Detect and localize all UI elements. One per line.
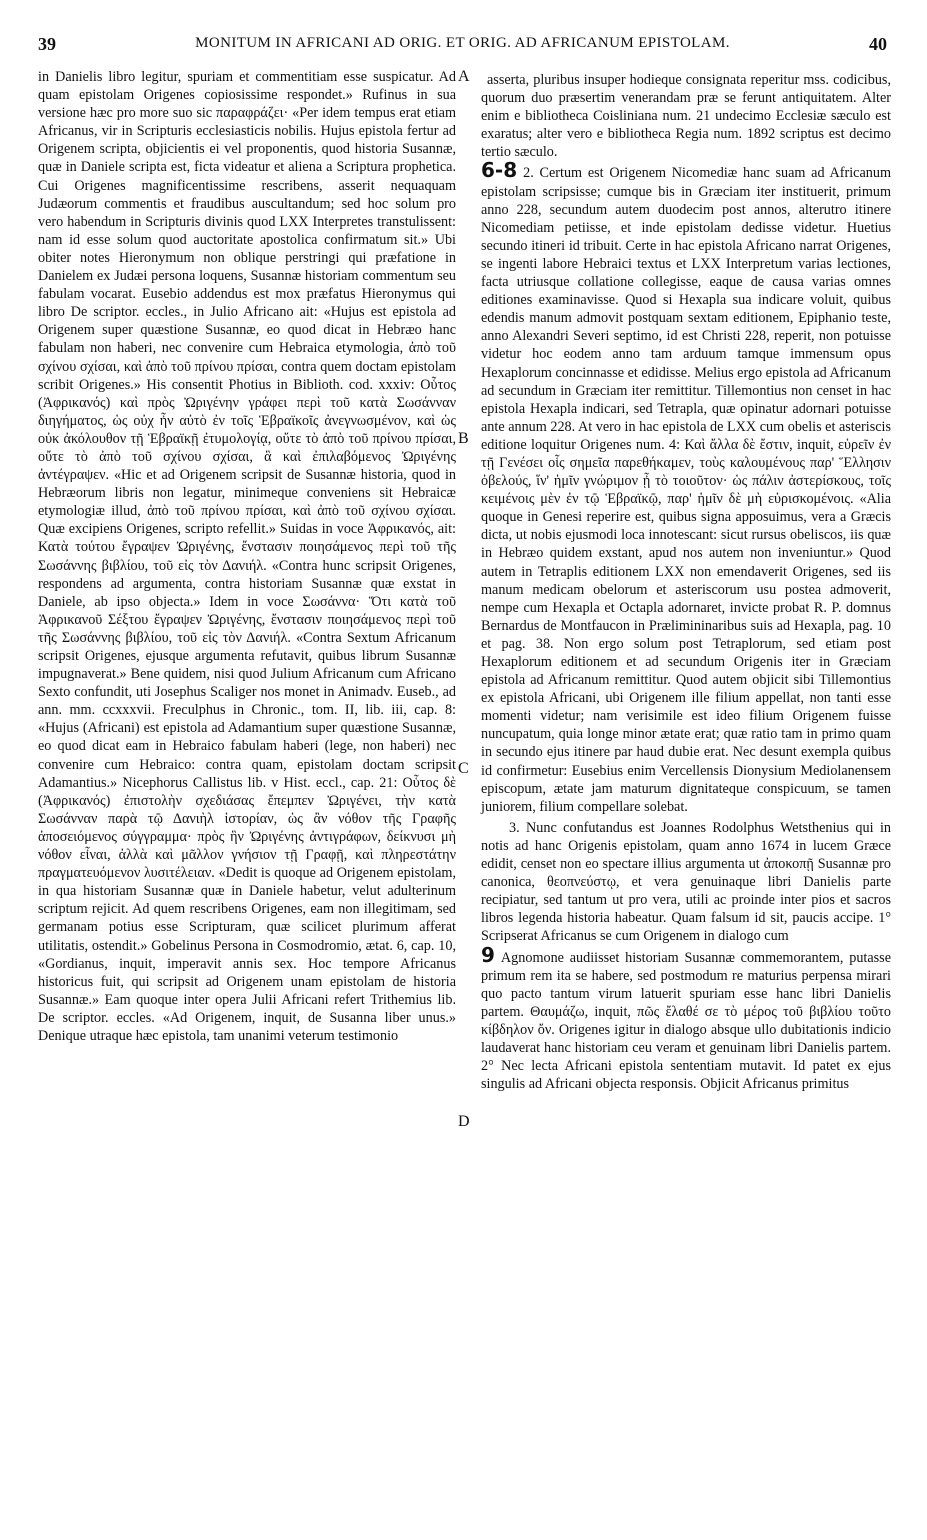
page-number-right: 40 bbox=[869, 34, 887, 54]
right-paragraph bbox=[481, 942, 891, 1094]
paragraph-text: Agnomone audiisset historiam Susannæ commemorantem, putasse primum rem ita se habere, sed postmodum re maturius perpensa mirari quo pacto tantum virum latuerit spuriam esse hanc libri Danielis partem. Θαυμάζω, inquit, πῶς ἔλαθέ σε τὸ μέρος τοῦ βιβλίου τοῦτο κίβδηλον ὄν. Origenes igitur in dialogo absque ullo dubitationis indicio laudaverat hanc historiam ceu veram et genuinam libri Danielis partem. 2° Nec lecta Africani epistola sententiam mutavit. Id patet ex ejus singulis ad Africani objecta responsis. Objicit Africanus primitus bbox=[481, 949, 891, 1093]
page-number-left: 39 bbox=[38, 34, 56, 54]
right-column bbox=[481, 68, 891, 1093]
paragraph-text: asserta, pluribus insuper hodieque consignata reperitur mss. codicibus, quorum duo præsertim venerandam præ se ferunt antiquitatem. Alter enim e bibliotheca Coisliniana num. 21 undecimo Ecclesiæ sæculo est exaratus; alter vero e bibliotheca Regia num. 1892 scriptus est decimo tertio sæculo. bbox=[481, 72, 891, 161]
right-paragraph bbox=[481, 158, 891, 815]
section-margin-number: 9 bbox=[481, 942, 495, 967]
column-marker-c: C bbox=[458, 760, 469, 777]
paragraph-text: 2. Certum est Origenem Nicomediæ hanc suam ad Africanum epistolam scripsisse; cumque bis in Græciam iter instituerit, primum anno 228, secundum autem duodecim post annos, alterutro itinere Nicomediam petiisse, et inde epistolam dedisse videtur. Huetius secundo itineri id tribuit. Certe in hac epistola Africano narrat Origenes, se ingenti labore Hebraici textus et LXX Interpretum varias lectiones, facta utriusque collatione collegisse, eaque de causa varias omnes editiones examinavisse. Quod si Hexapla sua indicare voluit, quibus edendis manum admovit postquam sextam editionem, Epiphanio teste, anno Alexandri Severi septimo, id est Christi 228, reperit, non potuisse videtur hoc eodem anno tam arduum tamque immensum opus Hexaplorum concinnasse et edidisse. Melius ergo epistola ad Africanum ad secundum in Græciam iter remittitur. Tillemontius non censet in hac epistola Hexapla indicari, sed Tetrapla, quæ opinatur adornari potuisse ante annum 228. At vero in hac epistola de LXX cum obelis et asteriscis editione loquitur Origenes num. 4: Καὶ ἄλλα δὲ ἔστιν, inquit, εὑρεῖν ἐν τῇ Γενέσει οἷς σημεῖα παρεθήκαμεν, τοὺς καλουμένους παρ' Ἕλλησιν ὀβελούς, ἵν' ἡμῖν γνώριμον ᾖ τὸ τοιοῦτον· ὡς πάλιν ἀστερίσκους, τοῖς κειμένοις μὲν ἐν τῷ Ἑβραϊκῷ, παρ' ἡμῖν δὲ μὴ εὑρισκομένοις. «Alia quoque in Genesi reperire est, quibus signa apposuimus, vera a Græcis dicta, ut nobis ejusmodi loca innotescant: sicut rursus obeliscos, iis quæ in Hebræo quidem exstant, apud nos autem non inveniuntur.» Quod autem in Tetraplis editionem LXX non emendaverit Origenes, sed iis manum medicam obelorum et asteriscorum usu postea admoverit, nempe cum Hexapla et Octapla adornaret, invicte probat R. P. domnus Bernardus de Montfaucon in Prælimininaribus suis ad Hexapla, pag. 10 et pag. 38. Non ergo solum post Tetraplorum, sed etiam post Hexaplorum editionem et ad secundum Origenis iter in Græciam epistola ad Africanum remittitur. Quod autem objicit sibi Tillemontius ex epistola Africani, ubi Origenem ille filium appellat, non tanti esse momenti videtur; nam verisimile est ideo filium Origenem fuisse nuncupatum, quia longe minor ætate erat; quæ ratio tam in primo quam in secundo ejus itinere par haud dubie erat. Nec desunt exempla quibus id confirmetur: Eusebius enim Vercellensis Dionysium Mediolanensem episcopum, ætate jam maturum dignitateque conspicuum, se tamen juniorem, filium compellare solebat. bbox=[481, 165, 891, 815]
running-header bbox=[38, 34, 887, 56]
column-marker-d: D bbox=[458, 1113, 470, 1130]
paragraph-text: 3. Nunc confutandus est Joannes Rodolphus Wetsthenius qui in notis ad hanc Origenis epistolam, quam anno 1674 in lucem Græce edidit, censet non eo spectare illius argumenta ut ἀποκοπῇ Susannæ pro canonica, θεοπνεύστῳ, et vera genuinaque libri Danielis parte recipiatur, sed tantum ut pro vera, utili ac proinde inter pios et sacros libros legenda historia habeatur. Quam falsum id sit, paucis accipe. 1° Scripserat Africanus se cum Origenem in dialogo cum bbox=[481, 819, 891, 945]
section-margin-number: 6-8 bbox=[481, 158, 518, 183]
left-column bbox=[38, 68, 456, 1045]
running-title: MONITUM IN AFRICANI AD ORIG. ET ORIG. AD AFRICANUM EPISTOLAM. bbox=[195, 35, 730, 51]
right-paragraph bbox=[481, 68, 891, 161]
column-marker-b: B bbox=[458, 430, 469, 447]
column-marker-a: A bbox=[458, 68, 470, 85]
right-paragraph bbox=[481, 816, 891, 946]
left-column-text: in Danielis libro legitur, spuriam et commentitiam esse suspicatur. Ad quam epistolam Origenes copiosissime respondet.» Rufinus in sua versione hæc pro more suo sic παραφράζει· «Per idem tempus erat etiam Africanus, vir in Scripturis ecclesiasticis nobilis. Hujus epistola fertur ad Origenem scripta, objicientis ei vel proponentis, quod historia Susannæ, quæ in Daniele scripta est, ficta videatur et aliena a Scriptura prophetica. Cui Origenes magnificentissime rescribens, asserit nequaquam Judæorum commentis et fraudibus auscultandum; sed hoc solum pro vero habendum in Scripturis divinis quod LXX Interpretes transtulissent: nam id esse solum quod auctoritate apostolica confirmatum sit.» Ubi obiter notes Hieronymum non oblique perstringi qui præfatione in Danielem ex Judæi persona loquens, Susannæ historiam commentum seu fabulam vocarat. Eusebio addendus est mox præfatus Hieronymus qui libro De scriptor. eccles., in Julio Africano ait: «Hujus est epistola ad Origenem super quæstione Susannæ, eo quod dicat in Hebræo hanc fabulam non haberi, nec convenire cum Hebraica etymologia, ἀπὸ τοῦ σχίνου σχίσαι, καὶ ἀπὸ τοῦ πρίνου πρίσαι, contra quem doctam epistolam scribit Origenes.» His consentit Photius in Biblioth. cod. xxxiv: Οὗτος (Ἀφρικανός) καὶ πρὸς Ὠριγένην γράφει περὶ τοῦ κατὰ Σωσάνναν διηγήματος, ὡς οὐχ ἦν αὐτὸ ἐν τοῖς Ἑβραϊκοῖς ἀνεγνωσμένον, καὶ ὡς οὐκ ἀκόλουθον τῇ Ἑβραϊκῇ ἐτυμολογίᾳ, οὔτε τὸ ἀπὸ τοῦ πρίνου πρίσαι, οὔτε τὸ ἀπὸ τοῦ σχίνου σχίσαι, ἃ καὶ ἐπιλαβόμενος Ὠριγένης ἀντέγραψεν. «Hic et ad Origenem scripsit de Susannæ historia, quod in Hebræorum libris non legatur, minimeque conveniens sit Hebraicæ etymologiæ illud, ἀπὸ τοῦ πρίνου πρίσαι, καὶ ἀπὸ τοῦ σχίνου σχίσαι. Quæ excipiens Origenes, scripto refellit.» Suidas in voce Ἀφρικανός, ait: Κατὰ τούτου ἔγραψεν Ὠριγένης, ἔνστασιν ποιησάμενος περὶ τοῦ τῆς Σωσάννης βιβλίου, τοῦ εἰς τὸν Δανιήλ. «Contra hunc scripsit Origenes, respondens ad argumenta, contra historiam Susannæ quæ exstat in Daniele, ab ipso objecta.» Idem in voce Σωσάννα· Ὅτι κατὰ τοῦ Ἀφρικανοῦ Σέξτου ἔγραψεν Ὠριγένης, ἔνστασιν ποιησάμενος περὶ τοῦ τῆς Σωσάννης βιβλίου, τοῦ εἰς τὸν Δανιήλ. «Contra Sextum Africanum scripsit Origenes, ejusque argumenta refutavit, quibus librum Susannæ impugnaverat.» Bene quidem, nisi quod Julium Africanum cum Africano Sexto confundit, uti Josephus Scaliger nos monet in Animadv. Euseb., ad ann. mm. ccxxxvii. Freculphus in Chronic., tom. II, lib. iii, cap. 8: «Hujus (Africani) est epistola ad Adamantium super quæstione Susannæ, eo quod dicat eam in Hebraico fabulam haberi (lege, non haberi) nec convenire cum Hebraico: contra quam, epistolam doctam scripsit Adamantius.» Nicephorus Callistus lib. v Hist. eccl., cap. 21: Οὗτος δὲ (Ἀφρικανός) ἐπιστολὴν σχεδιάσας ἔπεμπεν Ὠριγένει, τὴν κατὰ Σωσάνναν παρὰ τῷ Δανιὴλ ἱστορίαν, ὡς ἂν νόθον τῆς Γραφῆς ἀποσειόμενος σύγγραμμα· πρὸς ἣν Ὠριγένης ἀντιγράφων, δείκνυσι μὴ νόθον εἶναι, ἀλλὰ καὶ μᾶλλον γνήσιον τῇ Γραφῇ, καὶ πληρεστάτην πραγματευόμενον λυσιτέλειαν. «Dedit is quoque ad Origenem epistolam, in qua historiam Susannæ quæ in Daniele habetur, velut adulterinum scriptum rejicit. Ad quem rescribens Origenes, eam non illegitimam, sed germanam potius esse Scripturam, quæ scilicet plurimum afferat utilitatis, ostendit.» Gobelinus Persona in Cosmodromio, ætat. 6, cap. 10, «Gordianus, inquit, imperavit annis sex. Hoc tempore Africanus historicus fuit, qui scripsit ad Origenem unam epistolam de historia Susannæ.» Eam quoque inter opera Julii Africani refert Trithemius lib. De scriptor. eccles. «Ad Origenem, inquit, de Susanna liber unus.» Denique utraque hæc epistola, tam unanimi veterum testimonio bbox=[38, 69, 456, 1044]
